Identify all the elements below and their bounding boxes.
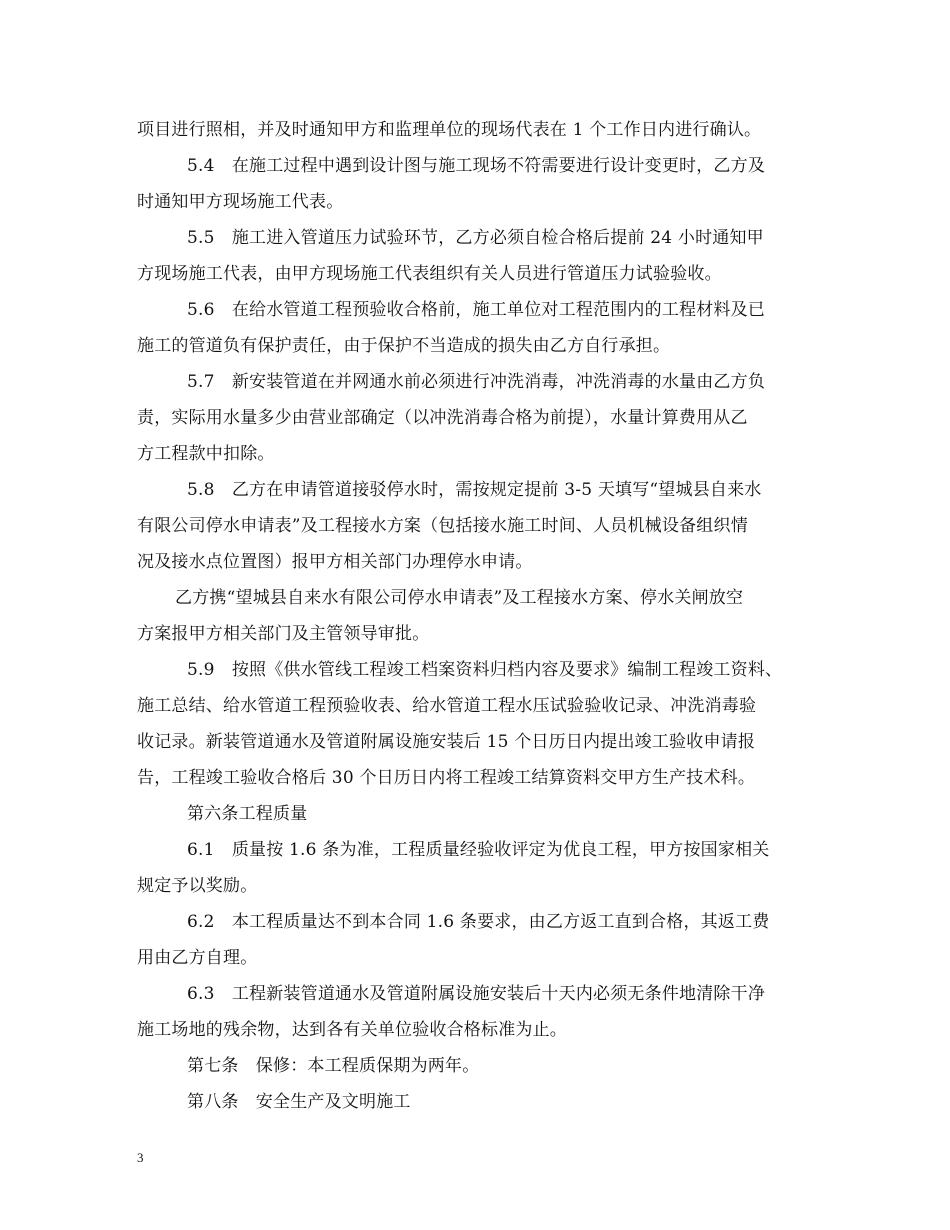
text-line: 收记录。新装管道通水及管道附属设施安装后 15 个日历日内提出竣工验收申请报 xyxy=(137,732,756,752)
text-line: 时通知甲方现场施工代表。 xyxy=(137,192,344,212)
text-line: 5.9 按照《供水管线工程竣工档案资料归档内容及要求》编制工程竣工资料、 xyxy=(187,660,783,680)
text-line: 告，工程竣工验收合格后 30 个日历日内将工程竣工结算资料交甲方生产技术科。 xyxy=(137,768,756,788)
text-line: 乙方携“望城县自来水有限公司停水申请表”及工程接水方案、停水关闸放空 xyxy=(175,588,744,608)
text-line: 方案报甲方相关部门及主管领导审批。 xyxy=(137,624,430,644)
text-line: 5.7 新安装管道在并网通水前必须进行冲洗消毒，冲洗消毒的水量由乙方负 xyxy=(187,372,766,392)
text-line: 用由乙方自理。 xyxy=(137,948,258,968)
text-line: 5.4 在施工过程中遇到设计图与施工现场不符需要进行设计变更时，乙方及 xyxy=(187,156,766,176)
text-line: 方工程款中扣除。 xyxy=(137,444,275,464)
section-heading: 第八条 安全生产及文明施工 xyxy=(187,1092,411,1112)
text-line: 6.3 工程新装管道通水及管道附属设施安装后十天内必须无条件地清除干净 xyxy=(187,984,766,1004)
text-line: 5.6 在给水管道工程预验收合格前，施工单位对工程范围内的工程材料及已 xyxy=(187,300,766,320)
text-line: 有限公司停水申请表”及工程接水方案（包括接水施工时间、人员机械设备组织情 xyxy=(137,516,748,536)
text-line: 6.2 本工程质量达不到本合同 1.6 条要求，由乙方返工直到合格，其返工费 xyxy=(187,912,770,932)
section-heading: 第七条 保修：本工程质保期为两年。 xyxy=(187,1056,480,1076)
text-line: 5.8 乙方在申请管道接驳停水时，需按规定提前 3-5 天填写“望城县自来水 xyxy=(187,480,762,500)
text-line: 项目进行照相，并及时通知甲方和监理单位的现场代表在 1 个工作日内进行确认。 xyxy=(137,120,762,140)
text-line: 施工总结、给水管道工程预验收表、给水管道工程水压试验验收记录、冲洗消毒验 xyxy=(137,696,757,716)
text-line: 施工场地的残余物，达到各有关单位验收合格标准为止。 xyxy=(137,1020,567,1040)
text-line: 况及接水点位置图）报甲方相关部门办理停水申请。 xyxy=(137,552,533,572)
section-heading: 第六条工程质量 xyxy=(187,804,308,824)
text-line: 规定予以奖励。 xyxy=(137,876,258,896)
text-line: 6.1 质量按 1.6 条为准，工程质量经验收评定为优良工程，甲方按国家相关 xyxy=(187,840,770,860)
text-line: 5.5 施工进入管道压力试验环节，乙方必须自检合格后提前 24 小时通知甲 xyxy=(187,228,764,248)
page-number: 3 xyxy=(137,1150,144,1165)
text-line: 施工的管道负有保护责任，由于保护不当造成的损失由乙方自行承担。 xyxy=(137,336,671,356)
text-line: 方现场施工代表，由甲方现场施工代表组织有关人员进行管道压力试验验收。 xyxy=(137,264,722,284)
text-line: 责，实际用水量多少由营业部确定（以冲洗消毒合格为前提），水量计算费用从乙 xyxy=(137,408,748,428)
